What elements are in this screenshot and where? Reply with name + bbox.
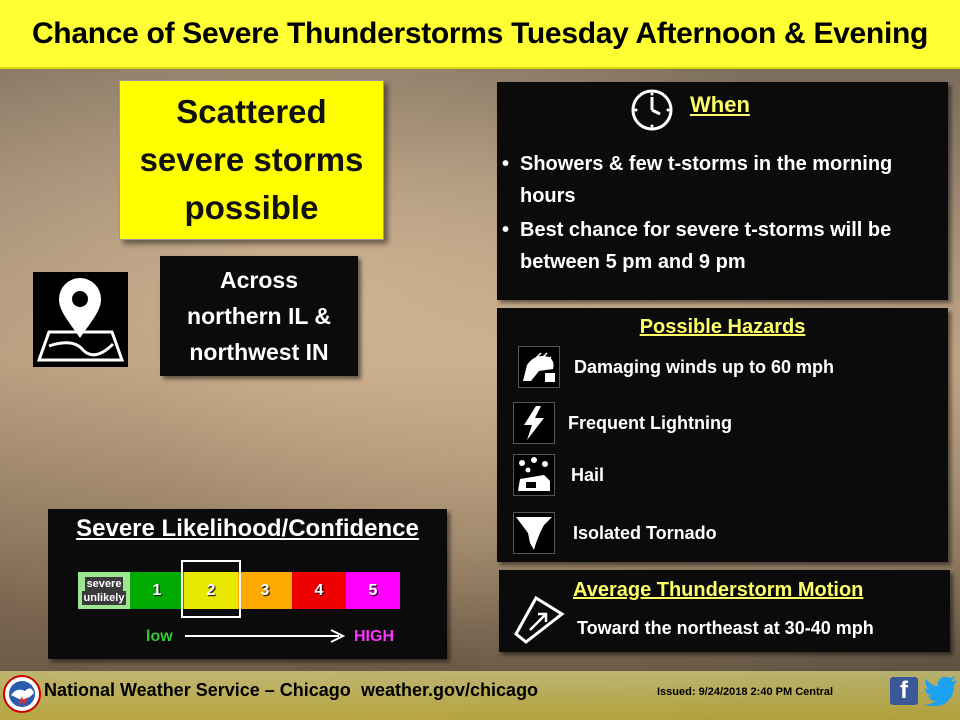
headline-box [119, 80, 384, 240]
twitter-icon[interactable] [924, 676, 958, 706]
area-line-1: Across [220, 267, 298, 293]
area-box [160, 256, 358, 376]
hazard-row-lightning [513, 402, 732, 444]
hazard-label: Damaging winds up to 60 mph [574, 356, 835, 377]
office-name: National Weather Service – Chicago [44, 680, 351, 700]
scale-unlikely-line-1: severe [86, 577, 122, 590]
confidence-heading: Severe Likelihood/Confidence [76, 515, 419, 542]
list-item: • Best chance for severe t-storms will be between 5 pm and 9 pm [502, 214, 932, 278]
hazard-label: Frequent Lightning [568, 412, 732, 433]
selected-level-marker [181, 560, 241, 618]
hazards-heading: Possible Hazards [639, 316, 806, 338]
wind-damage-icon [518, 346, 560, 388]
hazard-label: Hail [571, 464, 605, 485]
tornado-icon [513, 512, 555, 554]
scale-unlikely [78, 572, 130, 609]
scale-level-5: 5 [346, 572, 400, 609]
clock-icon [630, 88, 674, 132]
headline-line-2: severe storms [139, 141, 364, 178]
scale-level-2: 2 [184, 572, 238, 609]
hazard-row-hail [513, 454, 604, 496]
hail-icon [513, 454, 555, 496]
scale-level-1: 1 [130, 572, 184, 609]
facebook-icon[interactable]: f [890, 677, 918, 705]
area-line-2: northern IL & [187, 303, 331, 329]
lightning-icon [513, 402, 555, 444]
when-heading: When [690, 92, 750, 117]
when-list [502, 148, 932, 280]
nws-logo-icon [3, 675, 41, 713]
hazard-row-tornado [513, 512, 717, 554]
list-item: • Showers & few t-storms in the morning hours [502, 148, 932, 212]
hazard-row-wind [518, 346, 834, 388]
area-line-3: northwest IN [189, 339, 329, 365]
direction-arrow-icon [512, 590, 568, 646]
scale-level-3: 3 [238, 572, 292, 609]
scale-unlikely-line-2: unlikely [83, 591, 125, 604]
map-pin-icon [33, 272, 128, 367]
high-label: HIGH [354, 628, 394, 645]
arrow-right-icon [183, 627, 348, 645]
office-url[interactable]: weather.gov/chicago [361, 680, 539, 700]
low-label: low [146, 628, 173, 645]
page-title: Chance of Severe Thunderstorms Tuesday Afternoon & Evening [0, 0, 960, 69]
headline-line-1: Scattered [176, 93, 327, 130]
scale-level-4: 4 [292, 572, 346, 609]
motion-heading: Average Thunderstorm Motion [573, 579, 864, 601]
issued-time: Issued: 9/24/2018 2:40 PM Central [657, 686, 834, 698]
motion-text: Toward the northeast at 30-40 mph [577, 618, 874, 638]
headline-line-3: possible [184, 189, 319, 226]
hazard-label: Isolated Tornado [573, 522, 717, 543]
